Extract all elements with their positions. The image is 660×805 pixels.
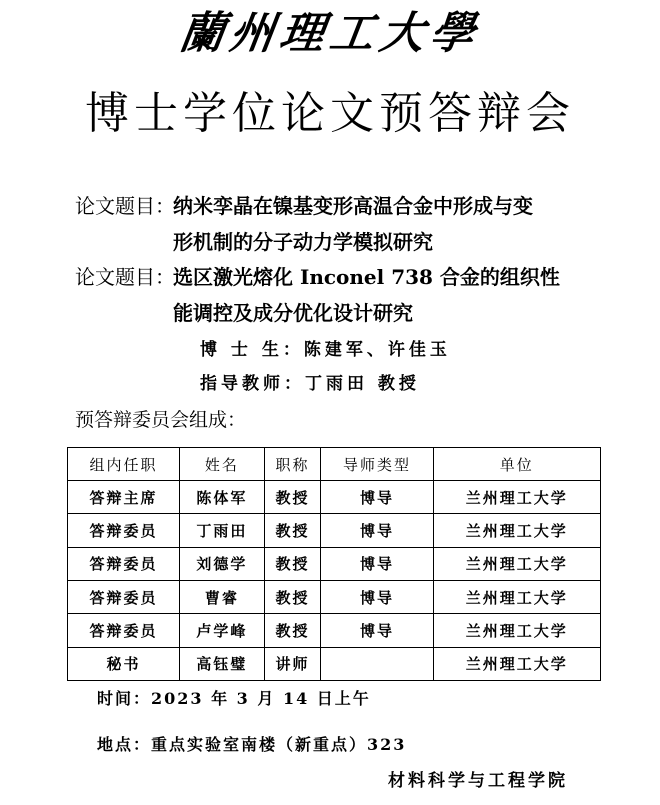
cell-name: 刘德学 xyxy=(180,547,265,580)
cell-advisor-type: 博导 xyxy=(321,481,433,514)
university-logo: 蘭州理工大學 xyxy=(176,8,484,59)
table-header-row xyxy=(68,448,601,481)
cell-title: 讲师 xyxy=(264,647,321,680)
cell-name: 卢学峰 xyxy=(180,614,265,647)
cell-name: 陈体军 xyxy=(180,481,265,514)
header-title: 职称 xyxy=(264,448,321,481)
cell-role: 答辩主席 xyxy=(68,481,180,514)
cell-advisor-type: 博导 xyxy=(321,514,433,547)
table-row xyxy=(68,614,601,647)
topic-label: 论文题目： xyxy=(75,194,175,218)
cell-advisor-type xyxy=(321,647,433,680)
cell-unit: 兰州理工大学 xyxy=(433,514,600,547)
topic-label: 论文题目： xyxy=(75,265,175,289)
cell-advisor-type: 博导 xyxy=(321,614,433,647)
cell-name: 曹睿 xyxy=(180,580,265,613)
header-unit: 单位 xyxy=(433,448,600,481)
header-advisor-type: 导师类型 xyxy=(321,448,433,481)
cell-unit: 兰州理工大学 xyxy=(433,481,600,514)
students-line: 博 士 生：陈建军、许佳玉 xyxy=(200,340,451,360)
cell-title: 教授 xyxy=(264,580,321,613)
cell-unit: 兰州理工大学 xyxy=(433,647,600,680)
cell-title: 教授 xyxy=(264,514,321,547)
cell-role: 秘书 xyxy=(68,647,180,680)
page-title: 博士学位论文预答辩会 xyxy=(85,88,575,139)
cell-role: 答辩委员 xyxy=(68,514,180,547)
cell-unit: 兰州理工大学 xyxy=(433,614,600,647)
header-role: 组内任职 xyxy=(68,448,180,481)
table-row xyxy=(68,481,601,514)
cell-advisor-type: 博导 xyxy=(321,580,433,613)
committee-table xyxy=(67,447,601,681)
table-row xyxy=(68,580,601,613)
cell-unit: 兰州理工大学 xyxy=(433,580,600,613)
table-row xyxy=(68,514,601,547)
cell-unit: 兰州理工大学 xyxy=(433,547,600,580)
cell-name: 丁雨田 xyxy=(180,514,265,547)
topic-line: 能调控及成分优化设计研究 xyxy=(173,301,413,325)
place-line: 地点：重点实验室南楼（新重点）323 xyxy=(97,735,407,754)
thesis-topic-1 xyxy=(75,188,615,260)
topic-line: 纳米孪晶在镍基变形高温合金中形成与变 xyxy=(173,194,533,218)
cell-title: 教授 xyxy=(264,547,321,580)
time-line: 时间：2023 年 3 月 14 日上午 xyxy=(97,689,371,708)
topic-line: 选区激光熔化 Inconel 738 合金的组织性 xyxy=(173,265,560,289)
header-name: 姓名 xyxy=(180,448,265,481)
school-name: 材料科学与工程学院 xyxy=(388,771,568,791)
cell-role: 答辩委员 xyxy=(68,547,180,580)
table-row xyxy=(68,547,601,580)
cell-role: 答辩委员 xyxy=(68,614,180,647)
topic-line: 形机制的分子动力学模拟研究 xyxy=(173,230,433,254)
table-row xyxy=(68,647,601,680)
cell-title: 教授 xyxy=(264,481,321,514)
cell-role: 答辩委员 xyxy=(68,580,180,613)
committee-label: 预答辩委员会组成： xyxy=(75,409,247,431)
advisor-line: 指导教师：丁雨田 教授 xyxy=(200,374,420,394)
cell-title: 教授 xyxy=(264,614,321,647)
thesis-topic-2 xyxy=(75,259,615,331)
cell-name: 高钰璧 xyxy=(180,647,265,680)
cell-advisor-type: 博导 xyxy=(321,547,433,580)
